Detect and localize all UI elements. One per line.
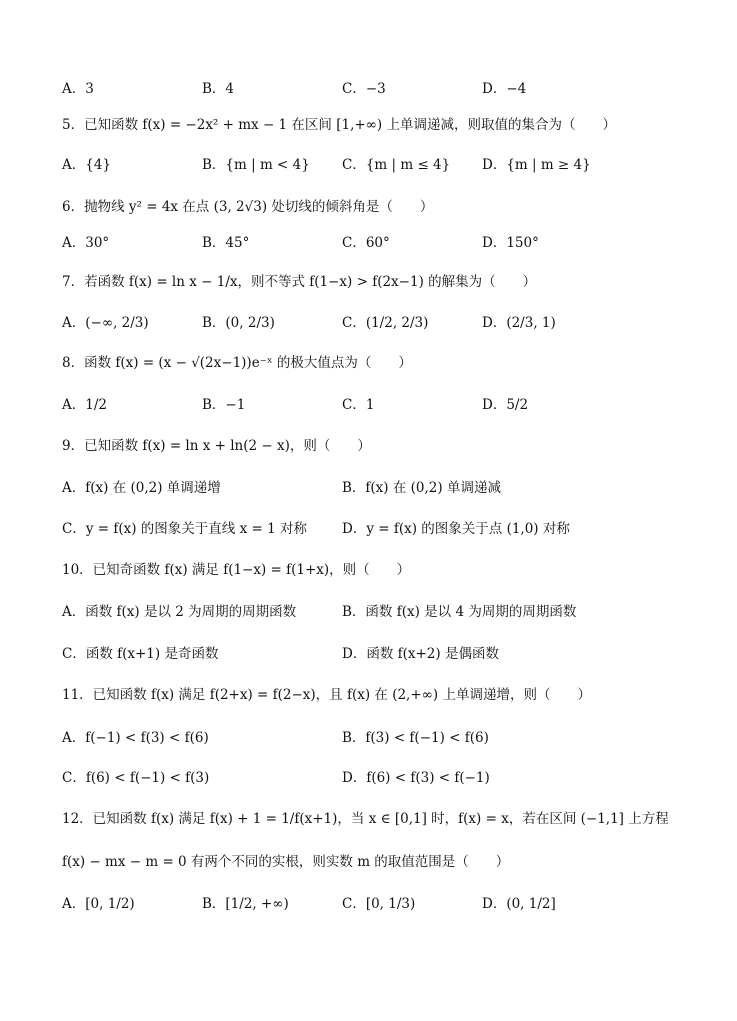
q12-option-d: D．(0, 1/2]: [482, 896, 556, 912]
q7-option-b: B．(0, 2/3): [202, 315, 275, 331]
q7-option-a: A．(−∞, 2/3): [62, 315, 149, 331]
q8-stem: 8．函数 f(x) = (x − √(2x−1))e⁻ˣ 的极大值点为（ ）: [62, 355, 412, 371]
q8-option-d: D．5/2: [482, 397, 529, 413]
q12-option-a: A．[0, 1/2): [62, 896, 135, 912]
q6-option-b: B．45°: [202, 235, 250, 251]
q12-stem-line2: f(x) − mx − m = 0 有两个不同的实根，则实数 m 的取值范围是（ ）: [62, 854, 510, 870]
q5-option-a: A．{4}: [62, 157, 112, 173]
q8-option-a: A．1/2: [62, 397, 107, 413]
q5-option-d: D．{m | m ≥ 4}: [482, 157, 591, 173]
q9-option-b: B．f(x) 在 (0,2) 单调递减: [342, 480, 501, 496]
q5-option-b: B．{m | m < 4}: [202, 157, 310, 173]
q9-option-a: A．f(x) 在 (0,2) 单调递增: [62, 480, 221, 496]
q12-option-c: C．[0, 1/3): [342, 896, 416, 912]
q8-option-c: C．1: [342, 397, 375, 413]
q4-option-a: A．3: [62, 81, 94, 97]
q11-option-a: A．f(−1) < f(3) < f(6): [62, 730, 209, 746]
q11-option-d: D．f(6) < f(3) < f(−1): [342, 770, 490, 786]
q5-stem: 5．已知函数 f(x) = −2x² + mx − 1 在区间 [1,+∞) 上单调递减，则取值的集合为（ ）: [62, 117, 616, 133]
q9-option-d: D．y = f(x) 的图象关于点 (1,0) 对称: [342, 521, 570, 537]
q10-stem: 10．已知奇函数 f(x) 满足 f(1−x) = f(1+x)，则（ ）: [62, 562, 411, 578]
q9-option-c: C．y = f(x) 的图象关于直线 x = 1 对称: [62, 521, 307, 537]
q11-stem: 11．已知函数 f(x) 满足 f(2+x) = f(2−x)，且 f(x) 在 (2,+∞) 上单调递增，则（ ）: [62, 687, 591, 703]
q6-stem: 6．抛物线 y² = 4x 在点 (3, 2√3) 处切线的倾斜角是（ ）: [62, 199, 434, 215]
q12-stem-line1: 12．已知函数 f(x) 满足 f(x) + 1 = 1/f(x+1)，当 x ∈ [0,1] 时，f(x) = x，若在区间 (−1,1] 上方程: [62, 811, 669, 827]
q10-option-b: B．函数 f(x) 是以 4 为周期的周期函数: [342, 604, 577, 620]
q6-option-a: A．30°: [62, 235, 110, 251]
q6-option-c: C．60°: [342, 235, 390, 251]
q6-option-d: D．150°: [482, 235, 539, 251]
q7-option-d: D．(2/3, 1): [482, 315, 556, 331]
q10-option-c: C．函数 f(x+1) 是奇函数: [62, 646, 219, 662]
q10-option-d: D．函数 f(x+2) 是偶函数: [342, 646, 499, 662]
q11-option-c: C．f(6) < f(−1) < f(3): [62, 770, 210, 786]
q10-option-a: A．函数 f(x) 是以 2 为周期的周期函数: [62, 604, 297, 620]
q4-option-d: D．−4: [482, 81, 527, 97]
q8-option-b: B．−1: [202, 397, 246, 413]
q7-option-c: C．(1/2, 2/3): [342, 315, 429, 331]
q4-option-c: C．−3: [342, 81, 386, 97]
q5-option-c: C．{m | m ≤ 4}: [342, 157, 451, 173]
q11-option-b: B．f(3) < f(−1) < f(6): [342, 730, 489, 746]
q12-option-b: B．[1/2, +∞): [202, 896, 289, 912]
q7-stem: 7．若函数 f(x) = ln x − 1/x，则不等式 f(1−x) > f(2x−1) 的解集为（ ）: [62, 274, 537, 290]
q4-option-b: B．4: [202, 81, 235, 97]
q9-stem: 9．已知函数 f(x) = ln x + ln(2 − x)，则（ ）: [62, 438, 371, 454]
